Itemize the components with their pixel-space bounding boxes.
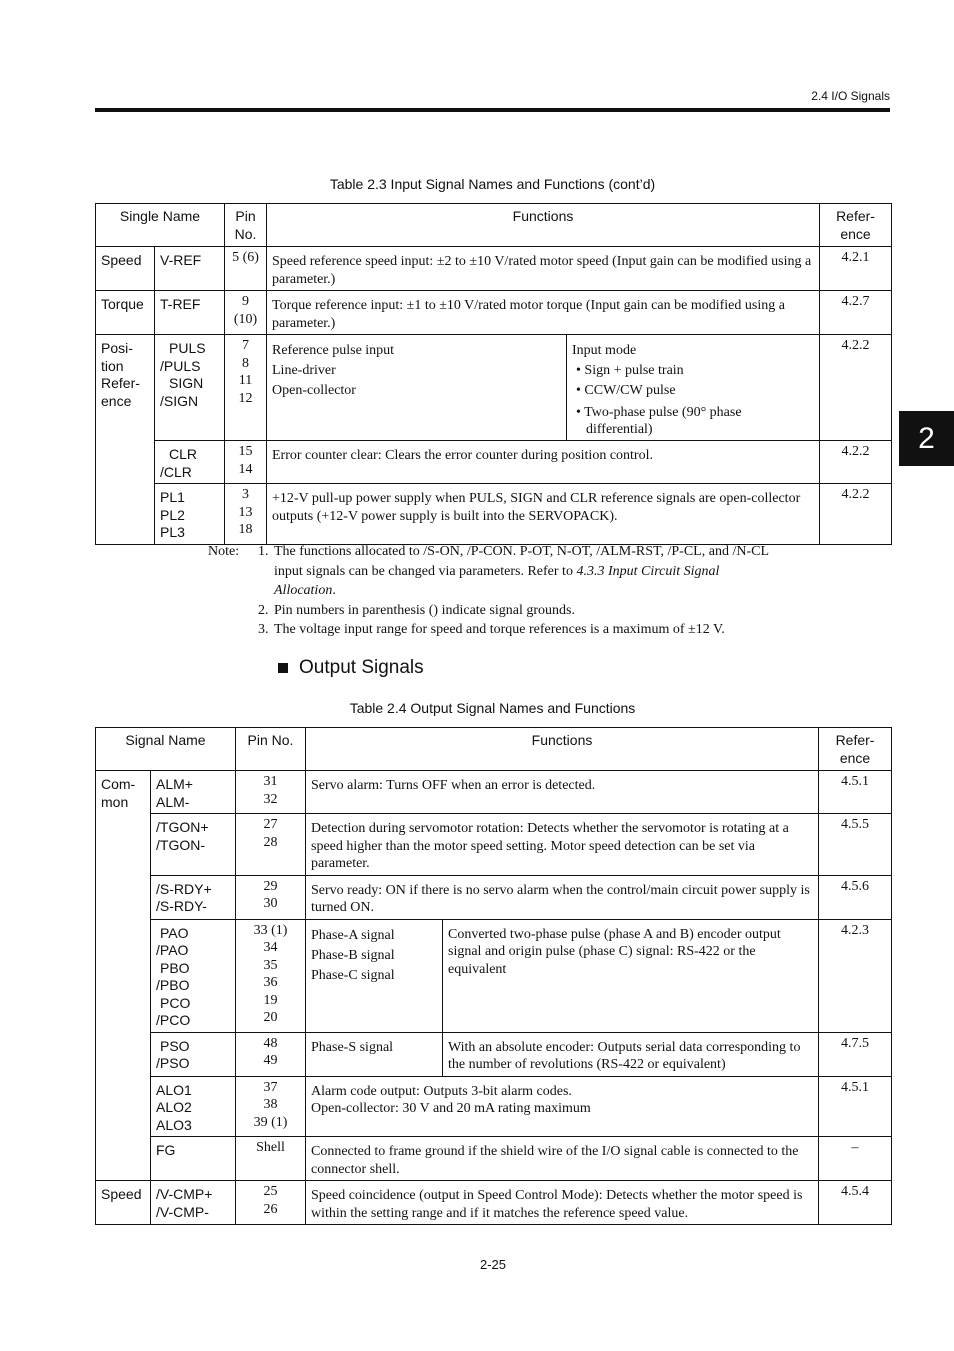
signal-t-ref: T-REF — [155, 291, 225, 335]
function-pso: With an absolute encoder: Outputs serial data corresponding to the number of revolutions (RS-422 or equivalent) — [443, 1032, 819, 1076]
pins-s-rdy: 29 30 — [236, 875, 306, 919]
table-row — [96, 484, 892, 545]
running-header: 2.4 I/O Signals — [811, 89, 890, 103]
group-position-reference: Posi- tion Refer- ence — [96, 335, 155, 545]
function-reference-pulse: Reference pulse input Line-driver Open-collector — [267, 335, 567, 441]
pins-alm: 31 32 — [236, 771, 306, 814]
function-phase-s: Phase-S signal — [306, 1032, 443, 1076]
function-tgon: Detection during servomotor rotation: Detects whether the servomotor is rotating at a speed higher than the motor speed setting. Motor speed detection can be set via parameter. — [306, 814, 819, 876]
table-row — [96, 814, 892, 876]
pins-pl: 3 13 18 — [225, 484, 267, 545]
function-clr: Error counter clear: Clears the error counter during position control. — [267, 441, 820, 484]
table-row — [96, 1076, 892, 1137]
function-s-rdy: Servo ready: ON if there is no servo alarm when the control/main circuit power supply is turned ON. — [306, 875, 819, 919]
ref-pao-pco: 4.2.3 — [819, 919, 892, 1032]
square-bullet-icon — [278, 663, 288, 673]
page-number: 2-25 — [479, 1257, 507, 1272]
signals-puls-sign: PULS /PULS SIGN /SIGN — [155, 335, 225, 441]
table-row — [96, 1137, 892, 1181]
header-pin-no: Pin No. — [236, 728, 306, 771]
ref-clr: 4.2.2 — [820, 441, 892, 484]
pin-v-ref: 5 (6) — [225, 247, 267, 291]
function-fg: Connected to frame ground if the shield wire of the I/O signal cable is connected to the connector shell. — [306, 1137, 819, 1181]
ref-alm: 4.5.1 — [819, 771, 892, 814]
ref-v-ref: 4.2.1 — [820, 247, 892, 291]
ref-t-ref: 4.2.7 — [820, 291, 892, 335]
pins-pso: 48 49 — [236, 1032, 306, 1076]
signals-pl: PL1 PL2 PL3 — [155, 484, 225, 545]
ref-puls-sign: 4.2.2 — [820, 335, 892, 441]
ref-fg: – — [819, 1137, 892, 1181]
note-item: 3. The voltage input range for speed and torque references is a maximum of ±12 V. — [258, 622, 725, 637]
group-speed: Speed — [96, 1181, 151, 1225]
header-functions: Functions — [306, 728, 819, 771]
pin-fg: Shell — [236, 1137, 306, 1181]
table-row — [96, 875, 892, 919]
ref-s-rdy: 4.5.6 — [819, 875, 892, 919]
signals-tgon: /TGON+ /TGON- — [151, 814, 236, 876]
function-alo: Alarm code output: Outputs 3-bit alarm codes. Open-collector: 30 V and 20 mA rating maximum — [306, 1076, 819, 1137]
function-alm: Servo alarm: Turns OFF when an error is detected. — [306, 771, 819, 814]
ref-pl: 4.2.2 — [820, 484, 892, 545]
table-row — [96, 291, 892, 335]
header-rule — [95, 108, 890, 112]
signals-alo: ALO1 ALO2 ALO3 — [151, 1076, 236, 1137]
table-row — [96, 1181, 892, 1225]
table-row — [96, 1032, 892, 1076]
pins-pao-pco: 33 (1) 34 35 36 19 20 — [236, 919, 306, 1032]
ref-pso: 4.7.5 — [819, 1032, 892, 1076]
table-row — [96, 335, 892, 441]
table-row — [96, 919, 892, 1032]
table-row — [96, 247, 892, 291]
function-t-ref: Torque reference input: ±1 to ±10 V/rated motor torque (Input gain can be modified using a parameter.) — [267, 291, 820, 335]
pins-clr: 15 14 — [225, 441, 267, 484]
function-input-mode: Input mode • Sign + pulse train • CCW/CW pulse • Two-phase pulse (90° phase differential) — [567, 335, 820, 441]
output-signals-table — [95, 727, 892, 1225]
ref-alo: 4.5.1 — [819, 1076, 892, 1137]
table-header-row — [96, 204, 892, 247]
pins-alo: 37 38 39 (1) — [236, 1076, 306, 1137]
header-functions: Functions — [267, 204, 820, 247]
pins-puls-sign: 7 8 11 12 — [225, 335, 267, 441]
table-row — [96, 441, 892, 484]
function-phase-signals: Phase-A signal Phase-B signal Phase-C signal — [306, 919, 443, 1032]
input-signals-table — [95, 203, 892, 545]
table-header-row — [96, 728, 892, 771]
function-v-cmp: Speed coincidence (output in Speed Control Mode): Detects whether the motor speed is within the setting range and if it matches the reference speed value. — [306, 1181, 819, 1225]
ref-tgon: 4.5.5 — [819, 814, 892, 876]
table-2-4-caption: Table 2.4 Output Signal Names and Functions — [349, 700, 636, 716]
note-item: Note: 1. The functions allocated to /S-ON, /P-CON. P-OT, N-OT, /ALM-RST, /P-CL, and /N-CL input signals can be changed via parameters. Refer to 4.3.3 Input Circuit Signal Allocation. — [208, 544, 769, 598]
signals-clr: CLR /CLR — [155, 441, 225, 484]
group-common: Com- mon — [96, 771, 151, 1181]
header-single-name: Single Name — [96, 204, 225, 247]
signal-fg: FG — [151, 1137, 236, 1181]
signals-alm: ALM+ ALM- — [151, 771, 236, 814]
table-notes — [208, 542, 778, 640]
header-reference: Refer- ence — [819, 728, 892, 771]
table-row — [96, 771, 892, 814]
signals-pao-pco: PAO /PAO PBO /PBO PCO /PCO — [151, 919, 236, 1032]
signals-v-cmp: /V-CMP+ /V-CMP- — [151, 1181, 236, 1225]
function-pao-pco: Converted two-phase pulse (phase A and B) encoder output signal and origin pulse (phase C) signal: RS-422 or the equivalent — [443, 919, 819, 1032]
ref-v-cmp: 4.5.4 — [819, 1181, 892, 1225]
note-item: 2. Pin numbers in parenthesis () indicate signal grounds. — [258, 602, 575, 618]
header-pin-no: Pin No. — [225, 204, 267, 247]
pins-v-cmp: 25 26 — [236, 1181, 306, 1225]
chapter-tab: 2 — [899, 411, 954, 466]
header-reference: Refer- ence — [820, 204, 892, 247]
group-speed: Speed — [96, 247, 155, 291]
group-torque: Torque — [96, 291, 155, 335]
output-signals-heading: Output Signals — [278, 657, 424, 679]
function-v-ref: Speed reference speed input: ±2 to ±10 V/rated motor speed (Input gain can be modified using a parameter.) — [267, 247, 820, 291]
signal-v-ref: V-REF — [155, 247, 225, 291]
pin-t-ref: 9 (10) — [225, 291, 267, 335]
table-2-3-caption: Table 2.3 Input Signal Names and Functions (cont’d) — [329, 176, 656, 192]
pins-tgon: 27 28 — [236, 814, 306, 876]
signals-s-rdy: /S-RDY+ /S-RDY- — [151, 875, 236, 919]
signals-pso: PSO /PSO — [151, 1032, 236, 1076]
header-signal-name: Signal Name — [96, 728, 236, 771]
function-pl: +12-V pull-up power supply when PULS, SIGN and CLR reference signals are open-collector outputs (+12-V power supply is built into the SERVOPACK). — [267, 484, 820, 545]
